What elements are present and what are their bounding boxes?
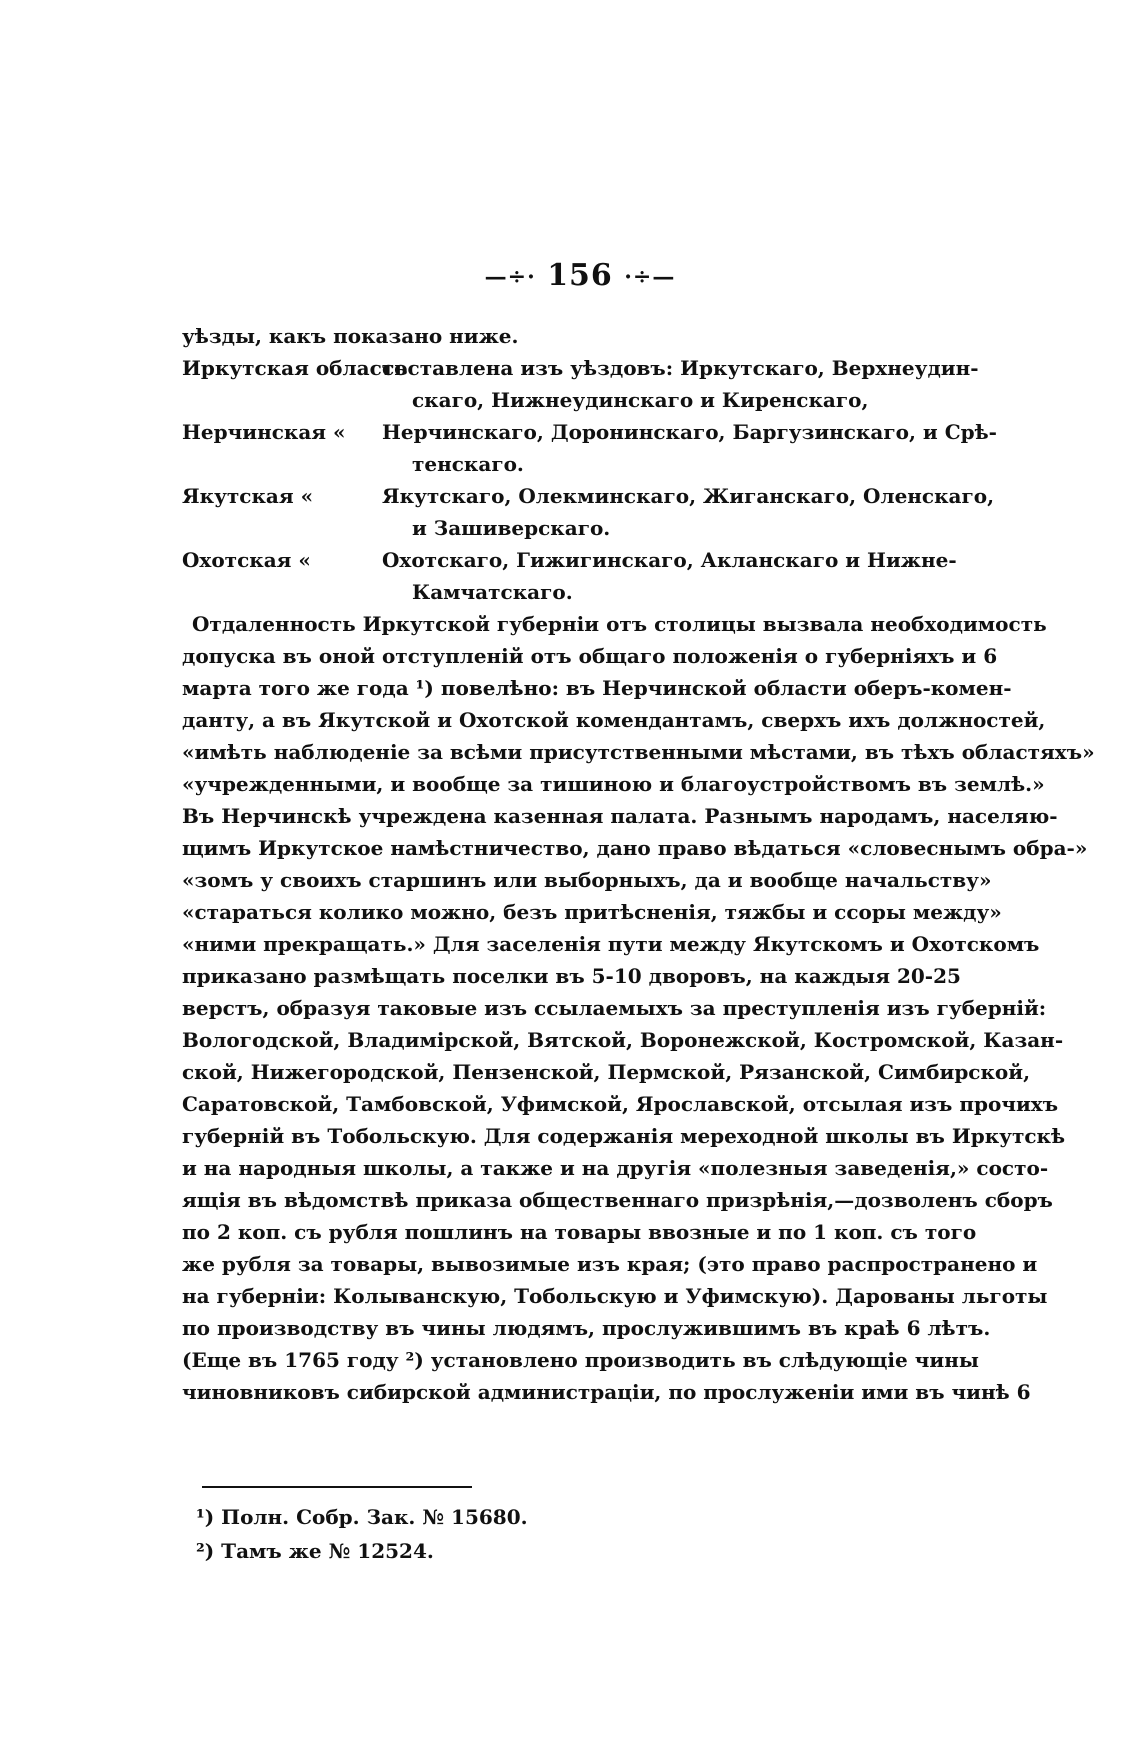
region-yakutsk xyxy=(182,480,995,512)
region-districts-cont: и Зашиверскаго. xyxy=(412,516,611,540)
paragraph-line: Отдаленность Иркутской губерніи отъ столицы вызвала необходимость xyxy=(192,612,1047,636)
paragraph-line: ящія въ вѣдомствѣ приказа общественнаго призрѣнія,—дозволенъ сборъ xyxy=(182,1188,1053,1212)
region-districts-cont: Камчатскаго. xyxy=(412,580,573,604)
paragraph-line: же рубля за товары, вывозимые изъ края; (это право распространено и xyxy=(182,1252,1038,1276)
paragraph-line: «ними прекращать.» Для заселенія пути между Якутскомъ и Охотскомъ xyxy=(182,932,1040,956)
paragraph-line: «учрежденными, и вообще за тишиною и благоустройствомъ въ землѣ.» xyxy=(182,772,1045,796)
paragraph-line: верстъ, образуя таковые изъ ссылаемыхъ за преступленія изъ губерній: xyxy=(182,996,1047,1020)
region-okhotsk xyxy=(182,544,957,576)
footnote-divider xyxy=(202,1486,472,1488)
region-nerchinsk xyxy=(182,416,997,448)
paragraph-line: марта того же года ¹) повелѣно: въ Нерчинской области оберъ-комен- xyxy=(182,676,1012,700)
ornament-right: ·÷— xyxy=(624,264,676,290)
region-districts-cont: тенскаго. xyxy=(412,452,524,476)
page-body xyxy=(182,320,1095,1408)
footnotes xyxy=(196,1500,796,1568)
intro-line: уѣзды, какъ показано ниже. xyxy=(182,324,519,348)
paragraph-line: губерній въ Тобольскую. Для содержанія мереходной школы въ Иркутскѣ xyxy=(182,1124,1066,1148)
main-paragraph xyxy=(182,608,1095,1408)
paragraph-line: щимъ Иркутское намѣстничество, дано право вѣдаться «словеснымъ обра-» xyxy=(182,836,1088,860)
paragraph-line: и на народныя школы, а также и на другія «полезныя заведенія,» состо- xyxy=(182,1156,1049,1180)
region-districts: Нерчинскаго, Доронинскаго, Баргузинскаго, и Срѣ- xyxy=(382,420,997,444)
paragraph-line: Саратовской, Тамбовской, Уфимской, Ярославской, отсылая изъ прочихъ xyxy=(182,1092,1059,1116)
paragraph-line: допуска въ оной отступленій отъ общаго положенія о губерніяхъ и 6 xyxy=(182,644,998,668)
page-number-value: 156 xyxy=(547,258,613,293)
paragraph-line: ской, Нижегородской, Пензенской, Пермской, Рязанской, Симбирской, xyxy=(182,1060,1031,1084)
paragraph-line: «зомъ у своихъ старшинъ или выборныхъ, да и вообще начальству» xyxy=(182,868,992,892)
region-irkutsk xyxy=(182,352,979,384)
region-districts: Охотскаго, Гижигинскаго, Акланскаго и Нижне- xyxy=(382,548,957,572)
ornament-left: —÷· xyxy=(484,264,536,290)
paragraph-line: (Еще въ 1765 году ²) установлено производить въ слѣдующіе чины xyxy=(182,1348,979,1372)
paragraph-line: «имѣть наблюденіе за всѣми присутственными мѣстами, въ тѣхъ областяхъ» xyxy=(182,740,1095,764)
region-name: Иркутская область xyxy=(182,356,408,380)
footnote-1: ¹) Полн. Собр. Зак. № 15680. xyxy=(196,1505,528,1529)
region-name: Охотская « xyxy=(182,548,311,572)
region-districts: составлена изъ уѣздовъ: Иркутскаго, Верхнеудин- xyxy=(382,356,979,380)
paragraph-line: по производству въ чины людямъ, прослужившимъ въ краѣ 6 лѣтъ. xyxy=(182,1316,991,1340)
paragraph-line: на губерніи: Колыванскую, Тобольскую и Уфимскую). Дарованы льготы xyxy=(182,1284,1048,1308)
paragraph-line: Въ Нерчинскѣ учреждена казенная палата. Разнымъ народамъ, населяю- xyxy=(182,804,1058,828)
paragraph-line: по 2 коп. съ рубля пошлинъ на товары ввозные и по 1 коп. съ того xyxy=(182,1220,977,1244)
paragraph-line: данту, а въ Якутской и Охотской комендантамъ, сверхъ ихъ должностей, xyxy=(182,708,1046,732)
region-name: Нерчинская « xyxy=(182,420,346,444)
region-districts: Якутскаго, Олекминскаго, Жиганскаго, Оленскаго, xyxy=(382,484,995,508)
page-number xyxy=(440,258,720,293)
region-districts-cont: скаго, Нижнеудинскаго и Киренскаго, xyxy=(412,388,869,412)
paragraph-line: приказано размѣщать поселки въ 5-10 дворовъ, на каждыя 20-25 xyxy=(182,964,961,988)
paragraph-line: чиновниковъ сибирской администраціи, по прослуженіи ими въ чинѣ 6 xyxy=(182,1380,1031,1404)
region-name: Якутская « xyxy=(182,484,314,508)
paragraph-line: Вологодской, Владимірской, Вятской, Воронежской, Костромской, Казан- xyxy=(182,1028,1064,1052)
footnote-2: ²) Тамъ же № 12524. xyxy=(196,1539,434,1563)
paragraph-line: «стараться колико можно, безъ притѣсненія, тяжбы и ссоры между» xyxy=(182,900,1002,924)
regions-list xyxy=(182,352,997,608)
